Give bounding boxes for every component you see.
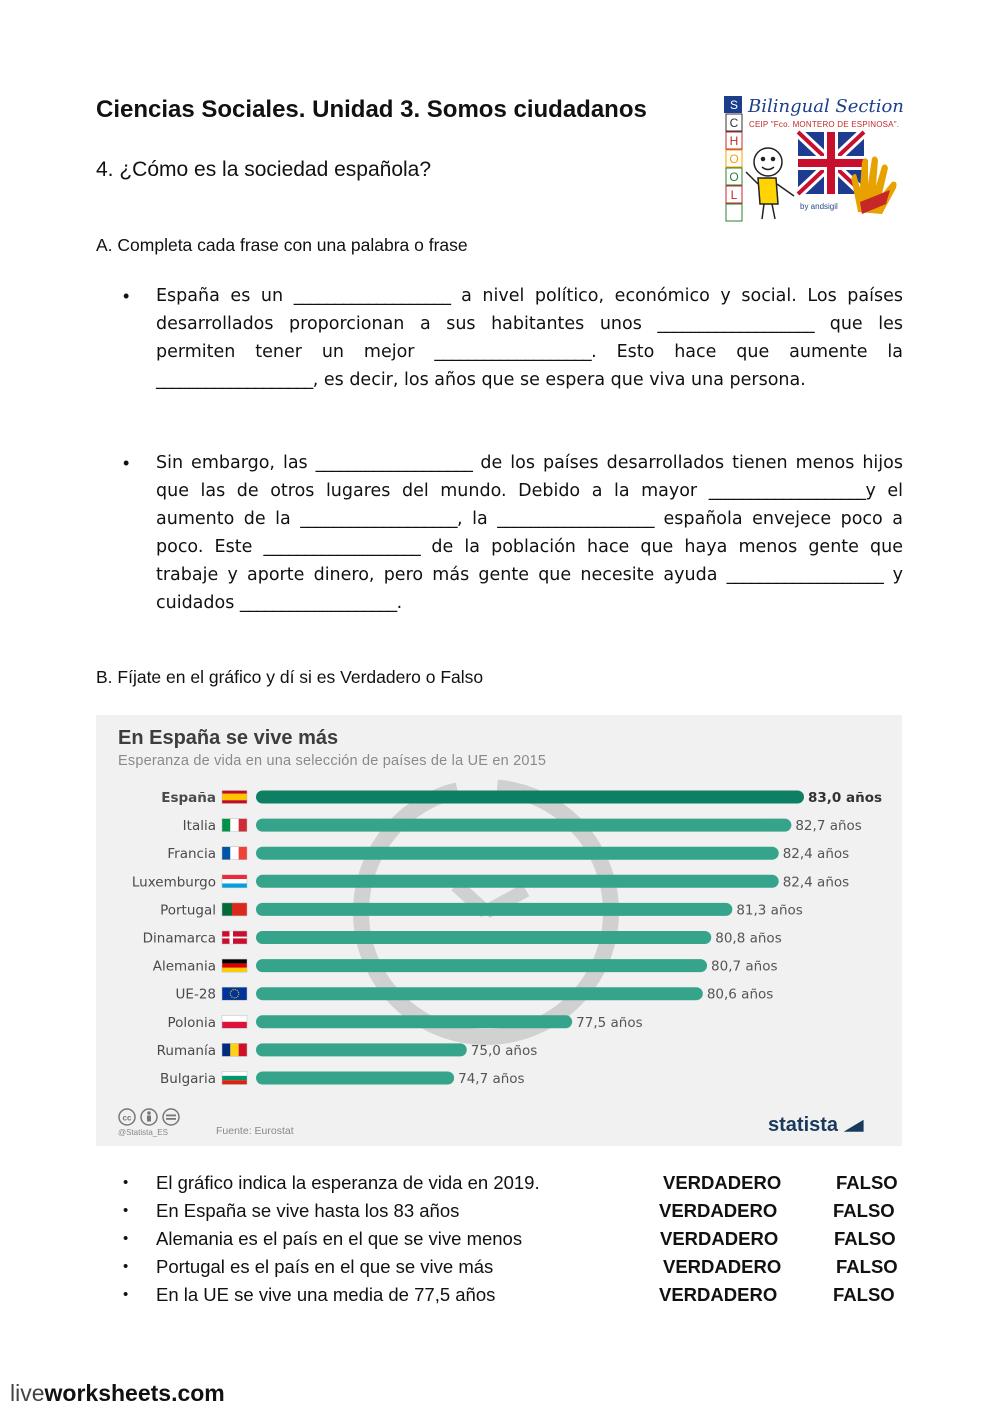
blank-input[interactable]: ___________________ [434,342,592,362]
bar [256,791,804,804]
flag-germany-icon [222,959,247,972]
bar [256,987,703,1000]
value-label: 80,8 años [715,930,782,947]
flag-portugal-icon [222,903,247,916]
category-label: Dinamarca [142,930,216,947]
page-title: Ciencias Sociales. Unidad 3. Somos ciudadanos [96,96,647,123]
flag-poland-icon [222,1015,247,1028]
bullet-point: • [123,1286,129,1303]
paragraph-2: Sin embargo, las ___________________ de los países desarrollados tienen menos hijos que las de otros lugares del mundo. Debido a la mayor ___________________y el aumento de la ___________________, la ___________________ española envejece poco a poco. Este ___________________ de la población hace que haya menos gente que trabaje y aporte dinero, pero más gente que necesite ayuda ___________________ y cuidados ___________________. [156,453,904,613]
kid-drawing-icon [746,148,794,219]
bullet-point: • [123,1174,129,1191]
bar [256,903,732,916]
svg-text:L: L [730,188,738,202]
chart-subtitle: Esperanza de vida en una selección de países de la UE en 2015 [118,753,547,769]
flag-france-icon [222,847,247,860]
true-option[interactable]: VERDADERO [663,1256,782,1277]
bar [256,819,791,832]
blank-input[interactable]: ___________________ [293,286,451,306]
bar [256,1015,572,1028]
section-b-instruction: B. Fíjate en el gráfico y dí si es Verdadero o Falso [96,667,484,687]
bar [256,931,711,944]
svg-text:C: C [729,116,739,130]
blank-input[interactable]: ___________________ [156,370,313,390]
true-option[interactable]: VERDADERO [663,1172,782,1193]
statement-row [96,1169,906,1197]
statement-row [96,1225,906,1253]
section-a-instruction: A. Completa cada frase con una palabra o frase [96,235,468,255]
flag-romania-icon [222,1043,247,1056]
creative-commons-icons [118,1108,198,1126]
blank-input[interactable]: ___________________ [708,481,866,501]
flag-italy-icon [222,819,247,832]
statement-row [96,1197,906,1225]
paragraph-1: España es un ___________________ a nivel político, económico y social. Los países desarrollados proporcionan a sus habitantes unos ___________________ que les permiten tener un mejor ___________________. Esto hace que aumente la ___________________, es decir, los años que se espera que viva una persona. [156,286,903,390]
category-label: Bulgaria [160,1071,216,1087]
bullet-point: • [123,453,130,473]
bullet-point: • [123,1258,129,1275]
statement-text: El gráfico indica la esperanza de vida en 2019. [156,1172,540,1193]
bar [256,875,779,888]
blank-input[interactable]: ___________________ [657,314,815,334]
category-label: Luxemburgo [131,874,216,891]
bar [256,959,707,972]
chart-handle: @Statista_ES [118,1128,168,1137]
svg-text:O: O [729,152,739,166]
statement-row [96,1253,906,1281]
chart-canvas [96,715,902,1146]
value-label: 83,0 años [808,790,883,806]
bar [256,847,779,860]
statement-text: En España se vive hasta los 83 años [156,1200,460,1221]
false-option[interactable]: FALSO [836,1256,898,1277]
bullet-point: • [123,286,130,306]
logo-subtitle: CEIP "Fco. MONTERO DE ESPINOSA". [749,120,900,129]
blank-input[interactable]: ___________________ [726,565,884,585]
value-label: 77,5 años [576,1014,643,1031]
category-label: Polonia [167,1014,216,1031]
chart-title: En España se vive más [118,727,339,749]
blank-input[interactable]: ___________________ [315,453,473,473]
flag-bulgaria-icon [222,1072,247,1085]
category-label: Francia [167,846,216,863]
liveworksheets-logo[interactable]: liveworksheets.com [10,1380,225,1406]
question-heading: 4. ¿Cómo es la sociedad española? [96,158,432,181]
svg-text:S: S [729,98,739,112]
flag-luxembourg-icon [222,875,247,888]
flag-denmark-icon [222,931,247,944]
true-option[interactable]: VERDADERO [659,1284,778,1305]
value-label: 75,0 años [470,1042,538,1059]
value-label: 82,7 años [795,818,862,835]
false-option[interactable]: FALSO [834,1228,896,1249]
value-label: 80,6 años [706,986,774,1003]
logo-title: Bilingual Section [748,96,904,117]
blank-input[interactable]: ___________________ [497,509,654,529]
false-option[interactable]: FALSO [836,1172,898,1193]
statement-row [96,1281,906,1309]
true-option[interactable]: VERDADERO [659,1200,778,1221]
value-label: 74,7 años [458,1071,525,1087]
flag-eu-icon [222,987,247,1000]
life-expectancy-chart [96,715,902,1146]
statement-text: Portugal es el país en el que se vive más [156,1256,494,1277]
value-label: 82,4 años [782,874,850,891]
blank-input[interactable]: ___________________ [239,593,397,613]
category-label: UE-28 [175,986,216,1003]
bullet-point: • [123,1202,129,1219]
flag-spain-icon [222,791,247,804]
statement-text: Alemania es el país en el que se vive menos [156,1228,523,1249]
bar [256,1072,454,1085]
false-option[interactable]: FALSO [833,1284,895,1305]
svg-text:H: H [729,134,739,148]
category-label: Rumanía [156,1042,216,1059]
statement-text: En la UE se vive una media de 77,5 años [156,1284,496,1305]
bar [256,1043,467,1056]
category-label: Italia [182,818,216,835]
svg-text:cc: cc [122,1113,132,1123]
bullet-point: • [123,1230,129,1247]
chart-source: Fuente: Eurostat [216,1125,294,1137]
category-label: España [161,790,216,806]
blank-input[interactable]: ___________________ [300,509,458,529]
value-label: 80,7 años [711,958,778,975]
value-label: 82,4 años [782,846,850,863]
category-label: Alemania [152,958,216,975]
true-option[interactable]: VERDADERO [660,1228,779,1249]
statista-logo: statista [768,1114,864,1137]
value-label: 81,3 años [736,902,803,919]
blank-input[interactable]: ___________________ [263,537,421,557]
category-label: Portugal [160,902,216,919]
svg-text:O: O [729,170,739,184]
logo-credit: by andsigil [800,202,838,211]
false-option[interactable]: FALSO [833,1200,895,1221]
